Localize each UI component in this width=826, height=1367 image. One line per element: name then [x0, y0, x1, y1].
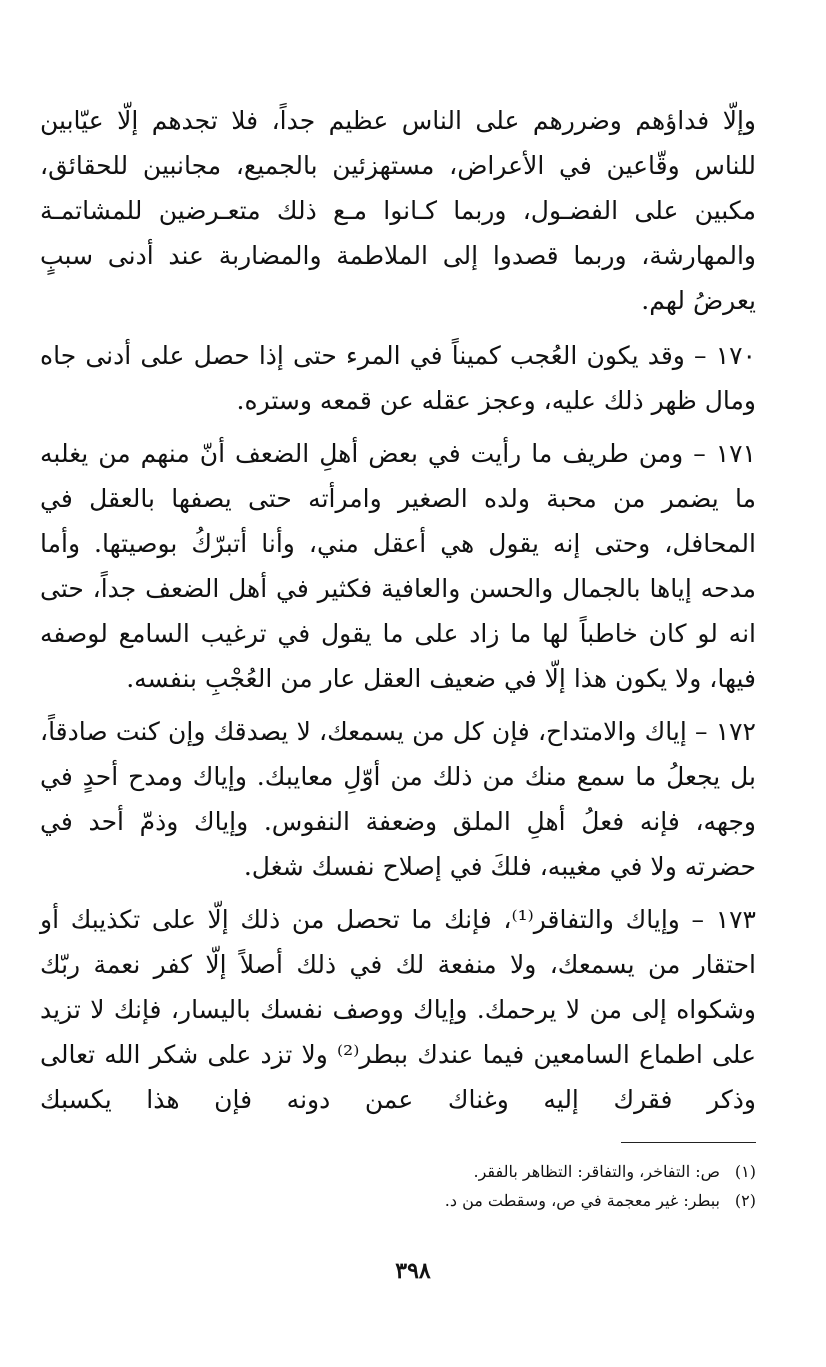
paragraph-173: ١٧٣ – وإياك والتفاقر⁽¹⁾، فإنك ما تحصل من ذلك إلّا على تكذيبك أو احتقار من يسمعك، ولا منفعة لك في ذلك أصلاً إلّا كفر نعمة ربّك وشكواه إلى من لا يرحمك. وإياك ووصف نفسك باليسار، فإنك لا تزيد على اطماع السامعين فيما عندك ببطر⁽²⁾ ولا تزد على شكر الله تعالى وذكر فقرك إليه وغناك عمن دونه فإن هذا يكسبك — [40, 905, 756, 1114]
page-number: ٣٩٨ — [395, 1258, 431, 1284]
footnotes — [40, 1157, 756, 1215]
footnote-2 — [40, 1186, 756, 1215]
footnote-1 — [40, 1157, 756, 1186]
paragraph-171: ١٧١ – ومن طريف ما رأيت في بعض أهلِ الضعف أنّ منهم من يغلبه ما يضمر من محبة ولده الصغير وامرأته حتى يصفها بالعقل في المحافل، وحتى إنه يقول هي أعقل مني، وأنا أتبرّكُ بوصيتها. وأما مدحه إياها بالجمال والحسن والعافية فكثير في أهل الضعف جداً، حتى انه لو كان خاطباً لها ما زاد على ما يقول في ترغيب السامع لوصفه فيها، ولا يكون هذا إلّا في ضعيف العقل عار من العُجْبِ بنفسه. — [40, 439, 756, 693]
paragraph-170: ١٧٠ – وقد يكون العُجب كميناً في المرء حتى إذا حصل على أدنى جاه ومال ظهر ذلك عليه، وعجز عقله عن قمعه وستره. — [40, 341, 756, 415]
footnote-divider — [621, 1142, 756, 1143]
footnote-text: ببطر: غير معجمة في ص، وسقطت من د. — [444, 1191, 720, 1210]
footnote-number: (١) — [734, 1162, 756, 1181]
paragraph-continuation: وإلّا فداؤهم وضررهم على الناس عظيم جداً، فلا تجدهم إلّا عيّابين للناس وقّاعين في الأعراض، مستهزئين بالجميع، مجانبين للحقائق، مكبين على الفضـول، وربما كـانوا مـع ذلك متعـرضين للمشاتمـة والمهارشة، وربما قصدوا إلى الملاطمة والمضاربة عند أدنى سببٍ يعرضُ لهم. — [40, 106, 756, 315]
footnote-number: (٢) — [734, 1191, 756, 1210]
footnote-text: ص: التفاخر، والتفاقر: التظاهر بالفقر. — [473, 1162, 720, 1181]
paragraph-172: ١٧٢ – إياك والامتداح، فإن كل من يسمعك، لا يصدقك وإن كنت صادقاً، بل يجعلُ ما سمع منك من ذلك من أوّلِ معايبك. وإياك ومدح أحدٍ في وجهه، فإنه فعلُ أهلِ الملق وضعفة النفوس. وإياك وذمّ أحد في حضرته ولا في مغيبه، فلكَ في إصلاح نفسك شغل. — [40, 717, 756, 881]
